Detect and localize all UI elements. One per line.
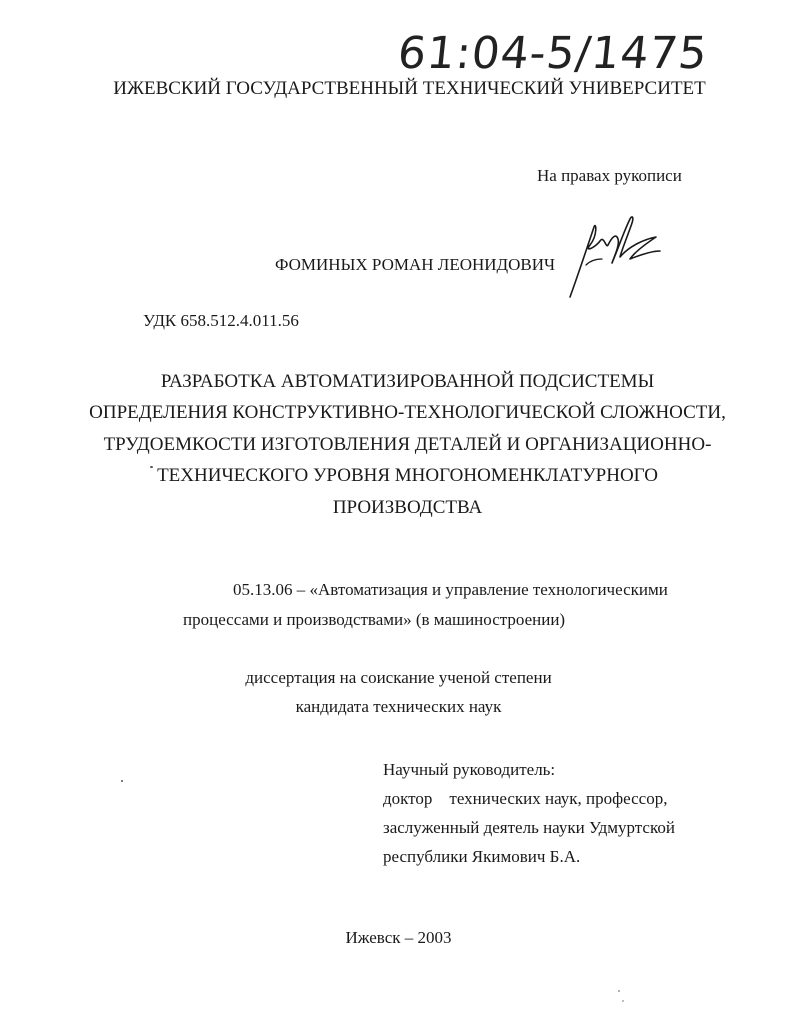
university-name: ИЖЕВСКИЙ ГОСУДАРСТВЕННЫЙ ТЕХНИЧЕСКИЙ УНИВЕРСИТЕТ bbox=[113, 78, 706, 99]
title-line: ОПРЕДЕЛЕНИЯ КОНСТРУКТИВНО-ТЕХНОЛОГИЧЕСКОЙ СЛОЖНОСТИ, bbox=[89, 402, 726, 424]
scan-speck bbox=[622, 1000, 624, 1002]
dissertation-title bbox=[0, 366, 797, 523]
degree-line-2: кандидата технических наук bbox=[295, 697, 502, 716]
specialty-line-1: 05.13.06 – «Автоматизация и управление технологическими bbox=[233, 580, 668, 599]
archive-stamp: 61:04-5/1475 bbox=[395, 28, 711, 79]
supervisor-heading: Научный руководитель: bbox=[383, 760, 556, 779]
supervisor-line-1: доктор технических наук, профессор, bbox=[383, 789, 668, 808]
author-name: ФОМИНЫХ РОМАН ЛЕОНИДОВИЧ bbox=[275, 255, 556, 274]
supervisor-line-3: республики Якимович Б.А. bbox=[383, 847, 581, 866]
udk-code: УДК 658.512.4.011.56 bbox=[143, 311, 299, 330]
degree-line-1: диссертация на соискание ученой степени bbox=[245, 668, 552, 687]
scan-speck bbox=[121, 780, 123, 782]
title-line: ПРОИЗВОДСТВА bbox=[332, 496, 483, 518]
signature-icon bbox=[560, 205, 670, 305]
title-line: ТРУДОЕМКОСТИ ИЗГОТОВЛЕНИЯ ДЕТАЛЕЙ И ОРГАНИЗАЦИОННО- bbox=[103, 433, 712, 455]
specialty-line-2: процессами и производствами» (в машиностроении) bbox=[183, 610, 566, 629]
rights-note: На правах рукописи bbox=[537, 166, 682, 185]
supervisor-line-2: заслуженный деятель науки Удмуртской bbox=[383, 818, 675, 837]
degree-statement bbox=[0, 663, 797, 721]
supervisor-block bbox=[383, 755, 675, 871]
specialty-code bbox=[183, 575, 668, 635]
title-line: ТЕХНИЧЕСКОГО УРОВНЯ МНОГОНОМЕНКЛАТУРНОГО bbox=[157, 465, 658, 487]
city-year: Ижевск – 2003 bbox=[345, 928, 452, 947]
scan-speck bbox=[618, 990, 620, 992]
scan-speck bbox=[150, 466, 153, 468]
title-line: РАЗРАБОТКА АВТОМАТИЗИРОВАННОЙ ПОДСИСТЕМЫ bbox=[160, 371, 655, 392]
